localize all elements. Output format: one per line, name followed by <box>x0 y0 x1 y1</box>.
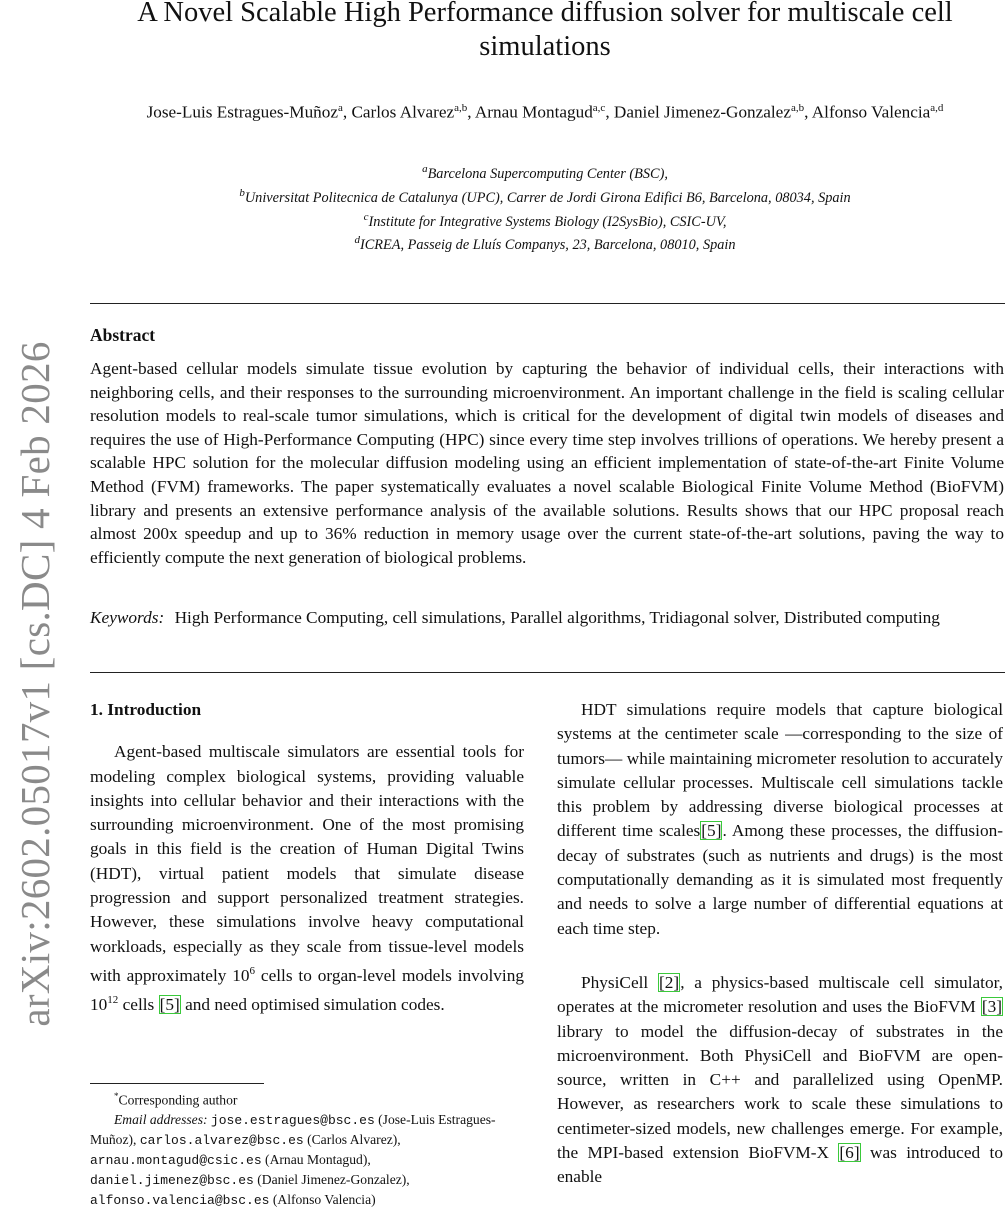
email-link[interactable]: arnau.montagud@csic.es <box>90 1152 262 1168</box>
citation-link[interactable]: [5] <box>159 994 180 1014</box>
citation-link[interactable]: [3] <box>981 997 1002 1017</box>
author: Daniel Jimenez-Gonzalez <box>613 102 791 122</box>
email-link[interactable]: alfonso.valencia@bsc.es <box>90 1192 270 1208</box>
author-affiliation-mark: a,b <box>790 102 805 114</box>
divider <box>90 672 1005 673</box>
citation-link[interactable]: [6] <box>839 1143 860 1163</box>
right-column <box>557 698 1003 1190</box>
arxiv-stamp: arXiv:2602.05017v1 [cs.DC] 4 Feb 2026 <box>12 341 58 1027</box>
footnote <box>90 1087 530 1210</box>
paper-title: A Novel Scalable High Performance diffusion solver for multiscale cell simulations <box>137 0 953 62</box>
citation-link[interactable]: [5] <box>701 821 722 841</box>
author-affiliation-mark: a <box>337 102 343 114</box>
author: Carlos Alvarez <box>351 102 455 122</box>
footnote-divider <box>90 1083 264 1084</box>
author: Arnau Montagud <box>474 102 593 122</box>
keywords-text: High Performance Computing, cell simulations, Parallel algorithms, Tridiagonal solver, Distributed computing <box>174 608 940 627</box>
keywords-label: Keywords: <box>90 608 165 627</box>
abstract-heading: Abstract <box>90 325 156 345</box>
keywords <box>90 606 990 630</box>
email-link[interactable]: jose.estragues@bsc.es <box>210 1112 375 1128</box>
paragraph: HDT simulations require models that capture biological systems at the centimeter scale —corresponding to the size of tumors— while maintaining micrometer resolution to accurately simulate cellular processes. Multiscale cell simulations tackle this problem by addressing diverse biological processes at different time scales[5]. Among these processes, the diffusion-decay of substrates (such as nutrients and drugs) is the most computationally demanding as it is simulated most frequently and needs to solve a large number of differential equations at each time step. <box>557 700 1003 938</box>
affiliation: $^c$Institute for Integrative Systems Biology (I2SysBio), CSIC-UV, <box>363 210 727 230</box>
author-affiliation-mark: a,d <box>930 102 944 114</box>
affiliation: $^a$Barcelona Supercomputing Center (BSC), <box>422 163 668 182</box>
affiliations <box>90 160 1000 255</box>
citation-link[interactable]: [2] <box>659 972 680 992</box>
left-column <box>90 698 524 1017</box>
paragraph: PhysiCell [2], a physics-based multiscale cell simulator, operates at the micrometer resolution and uses the BioFVM [3] library to model the diffusion-decay of substrates in the microenvironment. Both PhysiCell and BioFVM are open-source, written in C++ and parallelized using OpenMP. However, as researchers work to scale these simulations to centimeter-sized models, new challenges emerge. For example, the MPI-based extension BioFVM-X [6] was introduced to enable <box>557 972 1003 1187</box>
email-link[interactable]: carlos.alvarez@bsc.es <box>139 1132 304 1148</box>
author-affiliation-mark: a,c <box>592 102 606 114</box>
author: Alfonso Valencia <box>811 102 931 122</box>
email-link[interactable]: daniel.jimenez@bsc.es <box>90 1172 254 1188</box>
author-affiliation-mark: a,b <box>454 102 468 114</box>
paragraph: Agent-based multiscale simulators are essential tools for modeling complex biological systems, providing valuable insights into cellular behavior and their interactions with the surrounding microenvironment. One of the most promising goals in this field is the creation of Human Digital Twins (HDT), virtual patient models that simulate disease progression and support personalized treatment strategies. However, these simulations involve heavy computational workloads, especially as they scale from tissue-level models with approximately $10^6$ cells to organ-level models involving $10^{12}$ cells [5] and need optimised simulation codes. <box>90 742 524 1014</box>
section-heading: 1. Introduction <box>90 700 202 719</box>
abstract-text: Agent-based cellular models simulate tissue evolution by capturing the behavior of individual cells, their interactions with neighboring cells, and their responses to the surrounding microenvironment. An important challenge in the field is scaling cellular resolution models to real-scale tumor simulations, which is critical for the development of digital twin models of diseases and requires the use of High-Performance Computing (HPC) since every time step involves trillions of operations. We hereby present a scalable HPC solution for the molecular diffusion modeling using an efficient implementation of state-of-the-art Finite Volume Method (FVM) frameworks. The paper systematically evaluates a novel scalable Biological Finite Volume Method (BioFVM) library and presents an extensive performance analysis of the available solutions. Results shows that our HPC proposal reach almost 200x speedup and up to 36% reduction in memory usage over the current state-of-the-art solutions, paving the way to efficiently compute the next generation of biological problems. <box>90 359 1004 567</box>
affiliation: $^b$Universitat Politecnica de Catalunya (UPC), Carrer de Jordi Girona Edifici B6, Barcelona, 08034, Spain <box>239 186 851 206</box>
author-list: Jose-Luis Estragues-Muñoz$^a$, Carlos Alvarez$^{a,b}$, Arnau Montagud$^{a,c}$, Daniel Jimenez-Gonzalez$^{a,b}$, Alfonso Valencia$^{a,d}$ <box>146 102 944 122</box>
email-addresses: Email addresses: jose.estragues@bsc.es (Jose-Luis Estragues-Muñoz), carlos.alvarez@bsc.es (Carlos Alvarez), arnau.montagud@csic.es (Arnau Montagud), daniel.jimenez@bsc.es (Daniel Jimenez-Gonzalez), alfonso.valencia@bsc.es (Alfonso Valencia) <box>90 1111 496 1208</box>
divider <box>90 303 1005 304</box>
corresponding-author-note: *Corresponding author <box>114 1091 238 1108</box>
affiliation: $^d$ICREA, Passeig de Lluís Companys, 23, Barcelona, 08010, Spain <box>354 234 736 254</box>
author: Jose-Luis Estragues-Muñoz <box>146 102 338 122</box>
